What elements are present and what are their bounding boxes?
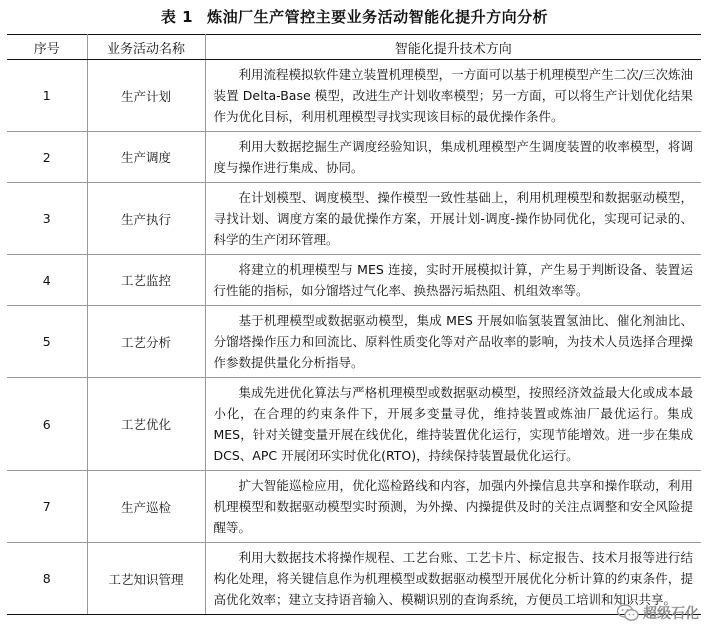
wechat-icon	[617, 604, 639, 622]
table-caption	[0, 6, 709, 27]
row-activity: 工艺监控	[87, 255, 205, 306]
table-row	[7, 378, 701, 471]
table-row	[7, 132, 701, 183]
row-direction: 集成先进优化算法与严格机理模型或数据驱动模型，按照经济效益最大化或成本最小化，在合理的约束条件下，开展多变量寻优，维持装置或炼油厂最优运行。集成 MES，针对关键变量开展在线优化，维持装置优化运行，实现节能增效。进一步在集成 DCS、APC 开展闭环实时优化(RTO)，持续保持装置最优化运行。	[205, 378, 701, 471]
table-row	[7, 60, 701, 132]
row-direction: 将建立的机理模型与 MES 连接，实时开展模拟计算，产生易于判断设备、装置运行性能的指标，如分馏塔过气化率、换热器污垢热阻、机组效率等。	[205, 255, 701, 306]
caption-title: 炼油厂生产管控主要业务活动智能化提升方向分析	[207, 8, 549, 26]
watermark	[617, 603, 699, 623]
header-no: 序号	[7, 35, 87, 60]
row-activity: 生产巡检	[87, 471, 205, 543]
row-direction: 利用大数据技术将操作规程、工艺台账、工艺卡片、标定报告、技术月报等进行结构化处理，将关键信息作为机理模型或数据驱动模型开展优化分析计算的约束条件，提高优化效率；建立支持语音输入、模糊识别的查询系统，方便员工培训和知识共享。	[205, 543, 701, 615]
row-no: 2	[7, 132, 87, 183]
row-activity: 生产调度	[87, 132, 205, 183]
row-no: 5	[7, 306, 87, 378]
table-header-row	[7, 35, 701, 60]
table-row	[7, 306, 701, 378]
table-row	[7, 183, 701, 255]
row-no: 7	[7, 471, 87, 543]
row-activity: 生产计划	[87, 60, 205, 132]
caption-number: 表 1	[160, 8, 194, 26]
row-no: 8	[7, 543, 87, 615]
row-activity: 生产执行	[87, 183, 205, 255]
row-activity: 工艺分析	[87, 306, 205, 378]
row-activity: 工艺优化	[87, 378, 205, 471]
row-direction: 利用大数据挖掘生产调度经验知识，集成机理模型产生调度装置的收率模型，将调度与操作进行集成、协同。	[205, 132, 701, 183]
header-activity: 业务活动名称	[87, 35, 205, 60]
analysis-table	[7, 34, 701, 615]
watermark-text: 超级石化	[643, 606, 699, 622]
row-no: 3	[7, 183, 87, 255]
row-direction: 基于机理模型或数据驱动模型，集成 MES 开展如临氢装置氢油比、催化剂油比、分馏塔操作压力和回流比、原料性质变化等对产品收率的影响，为技术人员选择合理操作参数提供量化分析指导。	[205, 306, 701, 378]
row-direction: 在计划模型、调度模型、操作模型一致性基础上，利用机理模型和数据驱动模型，寻找计划、调度方案的最优操作方案，开展计划-调度-操作协同优化，实现可记录的、科学的生产闭环管理。	[205, 183, 701, 255]
header-direction: 智能化提升技术方向	[205, 35, 701, 60]
table-row	[7, 471, 701, 543]
row-direction: 扩大智能巡检应用，优化巡检路线和内容，加强内外操信息共享和操作联动，利用机理模型和数据驱动模型实时预测，为外操、内操提供及时的关注点调整和安全风险提醒等。	[205, 471, 701, 543]
row-activity: 工艺知识管理	[87, 543, 205, 615]
row-no: 4	[7, 255, 87, 306]
row-direction: 利用流程模拟软件建立装置机理模型，一方面可以基于机理模型产生二次/三次炼油装置 Delta-Base 模型，改进生产计划收率模型；另一方面，可以将生产计划优化结果作为优化目标，利用机理模型寻找实现该目标的最优操作条件。	[205, 60, 701, 132]
table-row	[7, 255, 701, 306]
row-no: 1	[7, 60, 87, 132]
table-row	[7, 543, 701, 615]
row-no: 6	[7, 378, 87, 471]
